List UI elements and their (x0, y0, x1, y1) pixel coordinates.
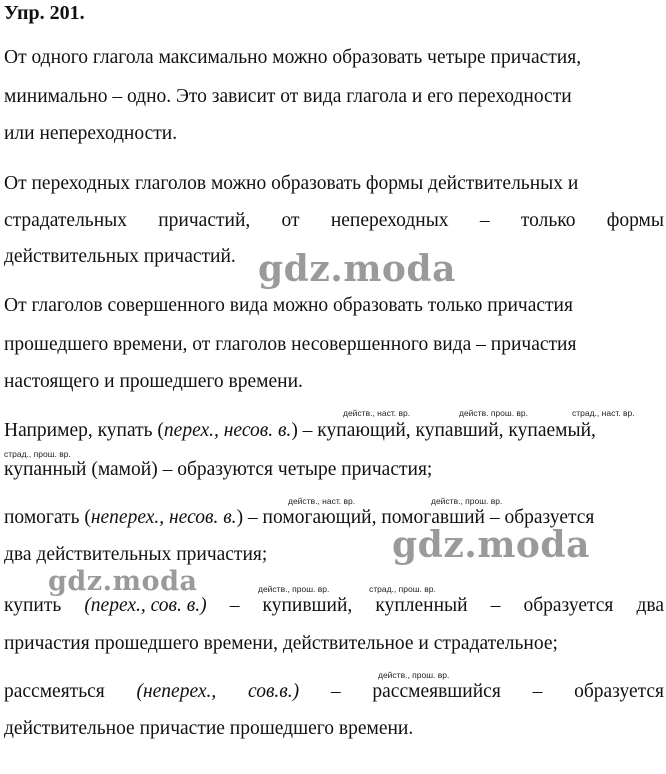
grammar-note: неперех., несов. в. (90, 507, 237, 528)
word: – (490, 595, 501, 616)
text-segment: ) – помогающий, помогавший – образуется (236, 507, 595, 528)
grammar-note: (перех., сов. в.) (84, 595, 207, 616)
text-line: или непереходности. (4, 123, 178, 144)
word: два (636, 595, 664, 616)
participle-annotation: страд., прош. вр. (4, 449, 71, 459)
text-line: два действительных причастия; (4, 544, 268, 565)
exercise-title: Упр. 201. (4, 2, 85, 24)
watermark: gdz.moda (258, 248, 456, 290)
text-segment: помогать ( (4, 507, 91, 528)
word: от (281, 210, 300, 231)
text-segment: ) – купающий, купавший, купаемый, (291, 420, 596, 441)
text-line: От переходных глаголов можно образовать формы действительных и (4, 173, 579, 194)
word: рассмеявшийся (372, 681, 501, 702)
word: только (520, 210, 576, 231)
text-line (4, 596, 664, 616)
word: – (532, 681, 543, 702)
participle-annotation: действ., наст. вр. (288, 496, 356, 506)
watermark: gdz.moda (392, 524, 590, 566)
word: – (330, 681, 341, 702)
text-line: купанный (мамой) – образуются четыре причастия; (4, 459, 433, 480)
participle-annotation: страд., наст. вр. (572, 408, 635, 418)
word: – (229, 595, 240, 616)
word: образуется (523, 595, 614, 616)
text-line: минимально – одно. Это зависит от вида глагола и его переходности (4, 86, 572, 107)
word: образуется (574, 681, 664, 702)
participle-annotation: страд., прош. вр. (369, 584, 436, 594)
text-segment: Например, купать ( (4, 420, 164, 441)
word: купленный (375, 595, 468, 616)
word: непереходных (330, 210, 449, 231)
participle-annotation: действ., прош. вр. (378, 670, 450, 680)
grammar-note: перех., несов. в. (163, 420, 292, 441)
word: страдательных (4, 210, 127, 231)
word: купить (4, 595, 62, 616)
participle-annotation: действ., наст. вр. (343, 408, 411, 418)
text-line: От глаголов совершенного вида можно образовать только причастия (4, 295, 573, 316)
text-line: причастия прошедшего времени, действительное и страдательное; (4, 633, 558, 654)
grammar-note: (неперех., (136, 681, 217, 702)
word: формы (606, 210, 664, 231)
participle-annotation: действ. прош. вр. (459, 408, 529, 418)
text-line (4, 682, 664, 702)
watermark: gdz.moda (48, 566, 198, 597)
participle-annotation: действ., прош. вр. (431, 496, 503, 506)
word: рассмеяться (4, 681, 105, 702)
grammar-note: сов.в.) (248, 681, 300, 702)
text-line (4, 421, 596, 441)
participle-annotation: действ., прош. вр. (258, 584, 330, 594)
word: причастий, (158, 210, 251, 231)
text-line: настоящего и прошедшего времени. (4, 371, 303, 392)
text-line: действительное причастие прошедшего времени. (4, 718, 414, 739)
word: купивший, (262, 595, 353, 616)
text-line: действительных причастий. (4, 246, 236, 267)
word: – (479, 210, 490, 231)
text-line: От одного глагола максимально можно образовать четыре причастия, (4, 47, 582, 68)
text-line: прошедшего времени, от глаголов несовершенного вида – причастия (4, 334, 577, 355)
text-line (4, 211, 664, 231)
